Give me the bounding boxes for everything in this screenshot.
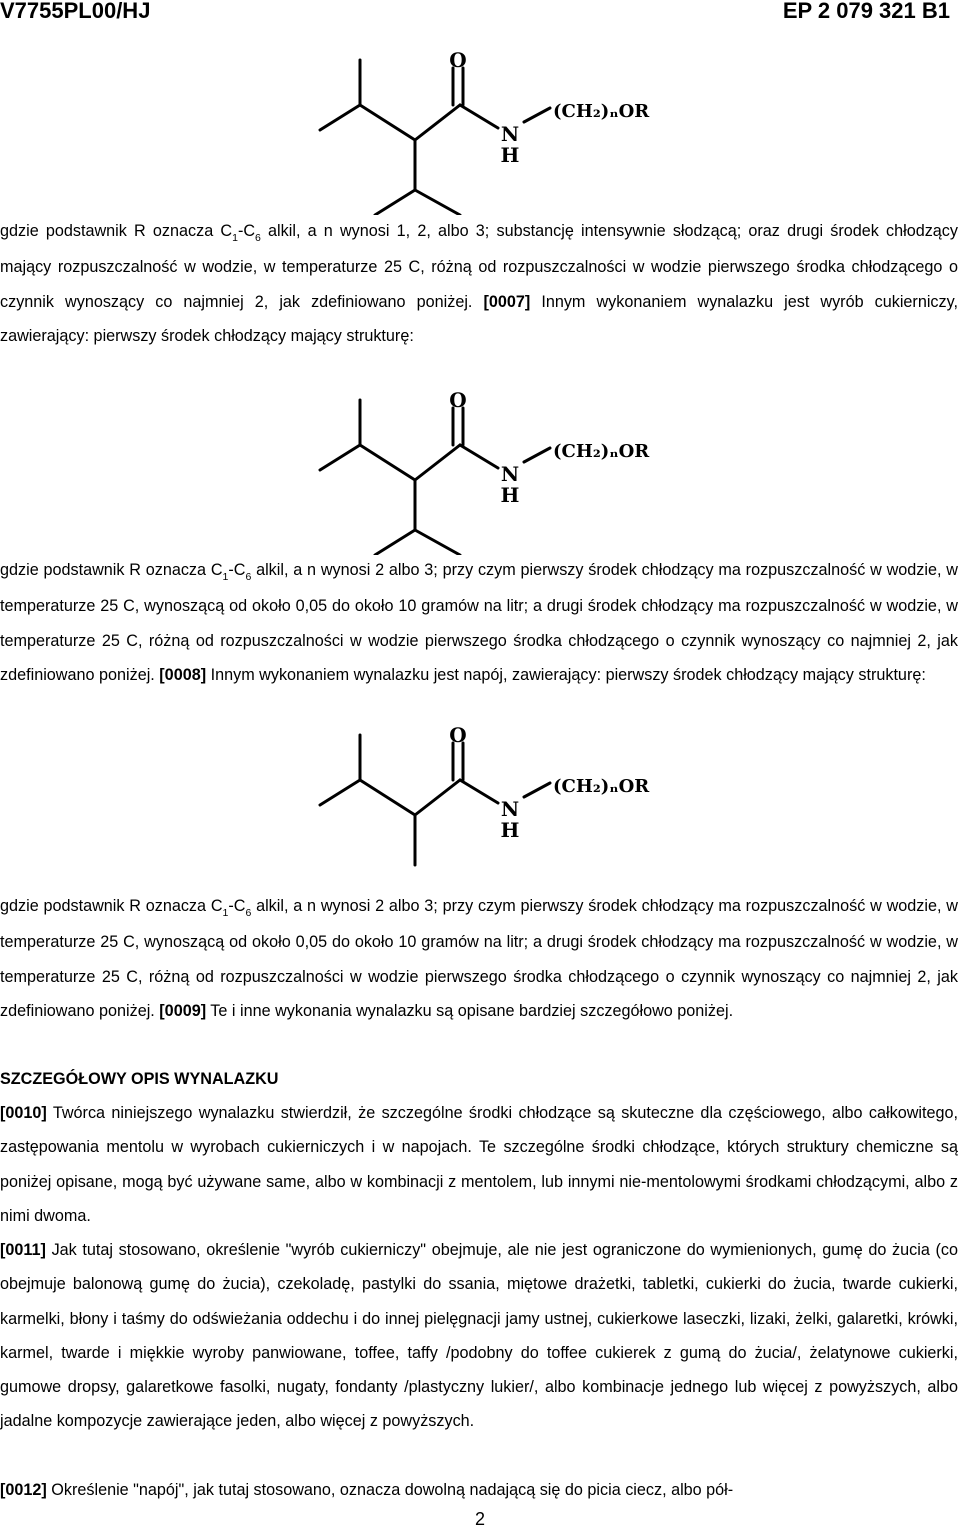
paragraph-0011: [0011] Jak tutaj stosowano, określenie "wyrób cukierniczy" obejmuje, ale nie jest ograniczone do wymienionych, gumę do żucia (co obejmuje balonową gumę do żucia), czekoladę, pastylki do ssania, miętowe drażetki, tabletki, cukierki do żucia, twarde cukierki, karmelki, błony i taśmy do odświeżania oddechu i do innej pielęgnacji jamy ustnej, cukierkowe laseczki, lizaki, żelki, galaretki, krówki, karmel, twarde i miękkie wyroby panwiowane, toffee, taffy /podobny do toffee cukierek z gumą do żucia/, żelatynowe cukierki, gumowe dropsy, galaretkowe fasolki, nugaty, fondanty /plastyczny lukier/, albo kombinacje jednego lub więcej z powyższych, albo jadalne kompozycje zawierające jeden, albo więcej z powyższych. <box>0 1241 958 1431</box>
section-heading: SZCZEGÓŁOWY OPIS WYNALAZKU <box>0 1070 279 1088</box>
oxygen-atom: O <box>449 390 467 412</box>
paragraph-definition-3: gdzie podstawnik R oznacza $C_1-C_6$ alkil, a n wynosi 2 albo 3; przy czym pierwszy środek chłodzący ma rozpuszczalność w wodzie, w temperaturze 25 C, wynoszącą od około 0,05 do około 10 gramów na litr; a drugi środek chłodzący ma rozpuszczalność w wodzie, w temperaturze 25 C, różną od rozpuszczalności w wodzie pierwszego środka chłodzącego o czynnik wynoszący co najmniej 2, jak zdefiniowano poniżej. [0009] Te i inne wykonania wynalazku są opisane bardziej szczegółowo poniżej. <box>0 897 958 1020</box>
paragraph-definition-2: gdzie podstawnik R oznacza $C_1-C_6$ alkil, a n wynosi 2 albo 3; przy czym pierwszy środek chłodzący ma rozpuszczalność w wodzie, w temperaturze 25 C, wynoszącą od około 0,05 do około 10 gramów na litr; a drugi środek chłodzący ma rozpuszczalność w wodzie, w temperaturze 25 C, różną od rozpuszczalności w wodzie pierwszego środka chłodzącego o czynnik wynoszący co najmniej 2, jak zdefiniowano poniżej. [0008] Innym wykonaniem wynalazku jest napój, zawierający: pierwszy środek chłodzący mający strukturę: <box>0 561 958 684</box>
paragraph-0010: [0010] Twórca niniejszego wynalazku stwierdził, że szczególne środki chłodzące są skuteczne dla częściowego, albo całkowitego, zastępowania mentolu w wyrobach cukierniczych i w napojach. Te szczególne środki chłodzące, których struktury chemiczne są poniżej opisane, mogą być używane same, albo w kombinacji z mentolem, lub innymi nie-mentolowymi środkami chłodzącymi, albo z nimi dwoma. <box>0 1104 958 1225</box>
nitrogen-atom: N <box>500 462 520 486</box>
hydrogen-atom: H <box>500 143 520 167</box>
chemical-structure-1 <box>310 50 670 215</box>
oxygen-atom: O <box>449 50 467 72</box>
paragraph-number: [0008] <box>159 665 207 684</box>
hydrogen-atom: H <box>500 818 520 842</box>
paragraph-number: [0009] <box>159 1001 207 1020</box>
nitrogen-atom: N <box>500 797 520 821</box>
hydrogen-atom: H <box>500 483 520 507</box>
paragraph-0012: [0012] Określenie "napój", jak tutaj stosowano, oznacza dowolną nadającą się do picia ciecz, albo pół- <box>0 1481 734 1499</box>
paragraph-number: [0012] <box>0 1481 47 1499</box>
page-number: 2 <box>474 1509 485 1529</box>
chemical-structure-3 <box>310 725 670 875</box>
nitrogen-atom: N <box>500 122 520 146</box>
oxygen-atom: O <box>449 725 467 747</box>
paragraph-number: [0011] <box>0 1241 46 1259</box>
paragraph-number: [0007] <box>483 292 531 311</box>
patent-number: EP 2 079 321 B1 <box>782 0 950 23</box>
side-chain-label: (CH₂)ₙOR <box>553 441 650 462</box>
side-chain-label: (CH₂)ₙOR <box>553 776 650 797</box>
document-code: V7755PL00/HJ <box>0 0 151 23</box>
paragraph-number: [0010] <box>0 1104 47 1122</box>
side-chain-label: (CH₂)ₙOR <box>553 101 650 122</box>
paragraph-definition-1: gdzie podstawnik R oznacza $C_1-C_6$ alkil, a n wynosi 1, 2, albo 3; substancję intensywnie słodzącą; oraz drugi środek chłodzący mający rozpuszczalność w wodzie, w temperaturze 25 C, różną od rozpuszczalności w wodzie pierwszego środka chłodzącego o czynnik wynoszący co najmniej 2, jak zdefiniowano poniżej. [0007] Innym wykonaniem wynalazku jest wyrób cukierniczy, zawierający: pierwszy środek chłodzący mający strukturę: <box>0 222 958 345</box>
chemical-structure-2 <box>310 390 670 555</box>
